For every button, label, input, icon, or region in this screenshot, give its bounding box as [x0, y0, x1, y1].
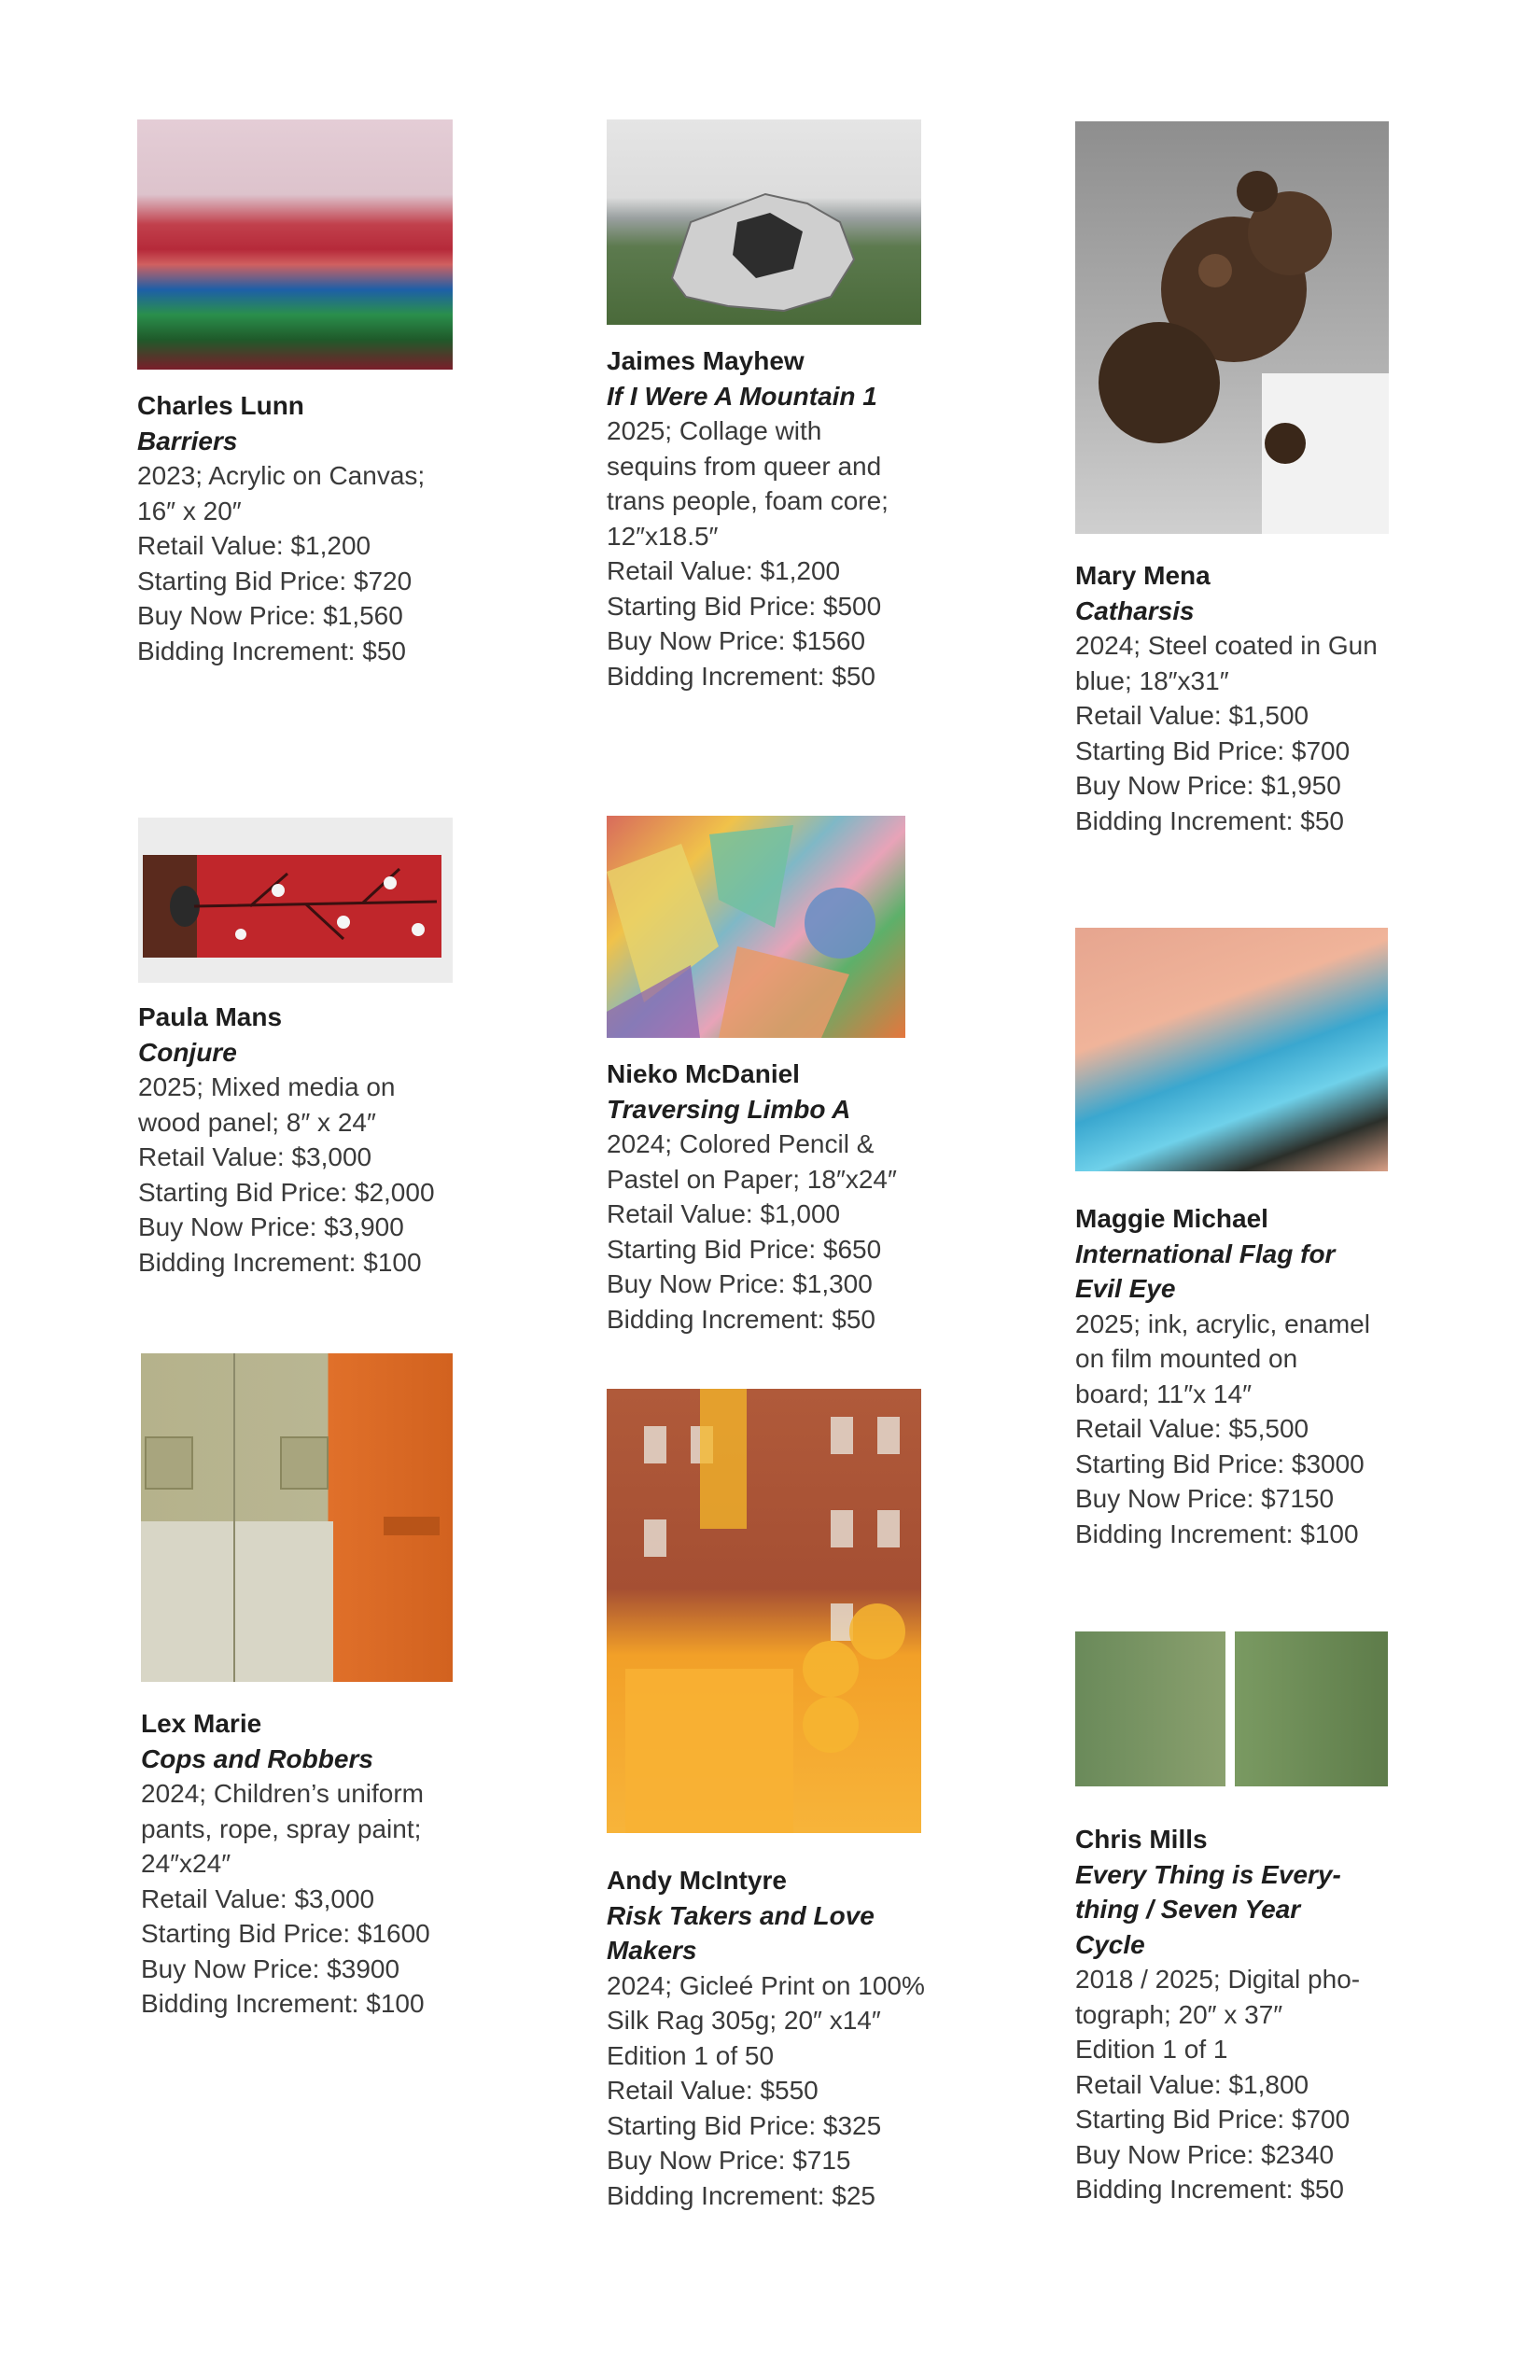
artwork-mary-mena	[1075, 121, 1398, 838]
detail-line: trans people, foam core;	[607, 486, 889, 515]
bidding-increment: Bidding Increment: $100	[138, 1247, 422, 1277]
artist-name: Mary Mena	[1075, 561, 1211, 590]
artwork-title: Traversing Limbo A	[607, 1094, 851, 1124]
retail-value: Retail Value: $3,000	[141, 1883, 375, 1913]
artwork-title: If I Were A Mountain 1	[607, 381, 877, 411]
starting-bid: Starting Bid Price: $325	[607, 2110, 882, 2140]
artwork-image	[1075, 121, 1389, 534]
retail-value: Retail Value: $1,200	[137, 531, 371, 560]
artist-name: Andy McIntyre	[607, 1866, 787, 1895]
artwork-title: Every Thing is Every-	[1075, 1859, 1341, 1889]
starting-bid: Starting Bid Price: $650	[607, 1234, 882, 1264]
starting-bid: Starting Bid Price: $500	[607, 591, 882, 621]
artwork-image	[1075, 1631, 1388, 1786]
retail-value: Retail Value: $1,500	[1075, 701, 1309, 730]
artist-name: Paula Mans	[138, 1002, 283, 1031]
artwork-chris-mills	[1075, 1631, 1398, 2207]
artist-name: Charles Lunn	[137, 391, 304, 420]
artwork-title: thing / Seven Year	[1075, 1895, 1301, 1924]
sculpture-spheres	[1075, 121, 1389, 534]
artwork-caption	[1075, 1201, 1398, 1551]
artwork-image	[607, 816, 905, 1038]
bidding-increment: Bidding Increment: $50	[607, 1304, 875, 1334]
artist-name: Maggie Michael	[1075, 1204, 1268, 1233]
artwork-andy-mcintyre	[607, 1389, 930, 2213]
artwork-title: Risk Takers and Love	[607, 1900, 875, 1930]
bidding-increment: Bidding Increment: $50	[1075, 2175, 1344, 2204]
artist-name: Nieko McDaniel	[607, 1059, 800, 1088]
artwork-caption	[607, 1057, 930, 1337]
artwork-title: Cops and Robbers	[141, 1743, 373, 1773]
buy-now-price: Buy Now Price: $1,560	[137, 601, 403, 630]
buy-now-price: Buy Now Price: $715	[607, 2146, 851, 2175]
buy-now-price: Buy Now Price: $2340	[1075, 2139, 1335, 2169]
artwork-image	[1075, 928, 1388, 1171]
artwork-caption	[607, 343, 930, 693]
starting-bid: Starting Bid Price: $2,000	[138, 1177, 435, 1207]
detail-line: 24″x24″	[141, 1849, 231, 1878]
artwork-jaimes-mayhew	[607, 119, 930, 693]
artwork-nieko-mcdaniel	[607, 816, 930, 1337]
artwork-caption	[141, 1706, 464, 2022]
detail-line: Edition 1 of 1	[1075, 2035, 1228, 2064]
detail-line: wood panel; 8″ x 24″	[138, 1107, 376, 1137]
bidding-increment: Bidding Increment: $25	[607, 2180, 875, 2210]
detail-line: 2025; ink, acrylic, enamel	[1075, 1309, 1370, 1338]
buy-now-price: Buy Now Price: $7150	[1075, 1484, 1335, 1513]
retail-value: Retail Value: $3,000	[138, 1142, 372, 1171]
red-panel-with-branches	[138, 818, 453, 983]
detail-line: 2024; Children’s uniform	[141, 1779, 424, 1808]
retail-value: Retail Value: $1,200	[607, 556, 841, 585]
detail-line: Edition 1 of 50	[607, 2040, 775, 2070]
artwork-title: Conjure	[138, 1037, 237, 1067]
detail-line: 16″ x 20″	[137, 496, 242, 525]
artwork-caption	[607, 1863, 930, 2213]
detail-line: 2018 / 2025; Digital pho-	[1075, 1965, 1361, 1994]
artwork-caption	[138, 1000, 461, 1280]
detail-line: 2024; Colored Pencil &	[607, 1129, 875, 1158]
detail-line: 12″x18.5″	[607, 521, 719, 551]
bidding-increment: Bidding Increment: $50	[137, 636, 406, 665]
detail-line: pants, rope, spray paint;	[141, 1813, 422, 1843]
artwork-lex-marie	[141, 1353, 464, 2022]
detail-line: 2023; Acrylic on Canvas;	[137, 461, 426, 490]
buy-now-price: Buy Now Price: $3,900	[138, 1212, 404, 1241]
buy-now-price: Buy Now Price: $1,300	[607, 1269, 873, 1298]
artwork-image	[141, 1353, 453, 1682]
retail-value: Retail Value: $5,500	[1075, 1414, 1309, 1443]
buy-now-price: Buy Now Price: $1560	[607, 626, 866, 655]
artwork-charles-lunn	[137, 119, 460, 668]
bidding-increment: Bidding Increment: $50	[1075, 805, 1344, 835]
artwork-title: Makers	[607, 1936, 697, 1965]
detail-line: board; 11″x 14″	[1075, 1379, 1252, 1408]
detail-line: blue; 18″x31″	[1075, 665, 1229, 695]
artwork-maggie-michael	[1075, 928, 1398, 1551]
artwork-caption	[137, 388, 460, 668]
artwork-title: Cycle	[1075, 1929, 1145, 1959]
artwork-title: Barriers	[137, 426, 238, 455]
detail-line: 2024; Steel coated in Gun	[1075, 631, 1378, 660]
starting-bid: Starting Bid Price: $700	[1075, 735, 1351, 765]
collage-mountain-shape	[607, 119, 921, 325]
starting-bid: Starting Bid Price: $720	[137, 566, 413, 595]
bidding-increment: Bidding Increment: $100	[1075, 1519, 1359, 1548]
uniform-pants	[141, 1353, 453, 1682]
artwork-title: Evil Eye	[1075, 1274, 1176, 1303]
detail-line: 2025; Mixed media on	[138, 1072, 396, 1101]
artwork-image	[138, 818, 453, 983]
artwork-caption	[1075, 558, 1398, 838]
artwork-title: International Flag for	[1075, 1239, 1336, 1268]
starting-bid: Starting Bid Price: $3000	[1075, 1449, 1365, 1478]
detail-line: sequins from queer and	[607, 451, 882, 481]
detail-line: on film mounted on	[1075, 1344, 1298, 1373]
retail-value: Retail Value: $1,800	[1075, 2069, 1309, 2099]
artwork-caption	[1075, 1822, 1398, 2207]
bidding-increment: Bidding Increment: $100	[141, 1989, 425, 2018]
starting-bid: Starting Bid Price: $700	[1075, 2105, 1351, 2134]
detail-line: Pastel on Paper; 18″x24″	[607, 1164, 897, 1194]
artwork-paula-mans	[138, 818, 461, 1280]
artist-name: Jaimes Mayhew	[607, 346, 805, 375]
starting-bid: Starting Bid Price: $1600	[141, 1919, 430, 1948]
artwork-image	[137, 119, 453, 370]
detail-line: tograph; 20″ x 37″	[1075, 1999, 1283, 2029]
artwork-image	[607, 1389, 921, 1833]
geometric-drawing	[607, 816, 905, 1038]
retail-value: Retail Value: $550	[607, 2076, 819, 2105]
bidding-increment: Bidding Increment: $50	[607, 661, 875, 691]
detail-line: 2025; Collage with	[607, 416, 822, 445]
artwork-image	[607, 119, 921, 325]
buy-now-price: Buy Now Price: $3900	[141, 1953, 400, 1983]
detail-line: Silk Rag 305g; 20″ x14″	[607, 2006, 881, 2035]
artist-name: Chris Mills	[1075, 1825, 1208, 1854]
buy-now-price: Buy Now Price: $1,950	[1075, 771, 1341, 800]
building-print	[607, 1389, 921, 1833]
artwork-title: Catharsis	[1075, 595, 1195, 625]
retail-value: Retail Value: $1,000	[607, 1199, 841, 1228]
artist-name: Lex Marie	[141, 1709, 262, 1738]
detail-line: 2024; Gicleé Print on 100%	[607, 1970, 925, 2000]
